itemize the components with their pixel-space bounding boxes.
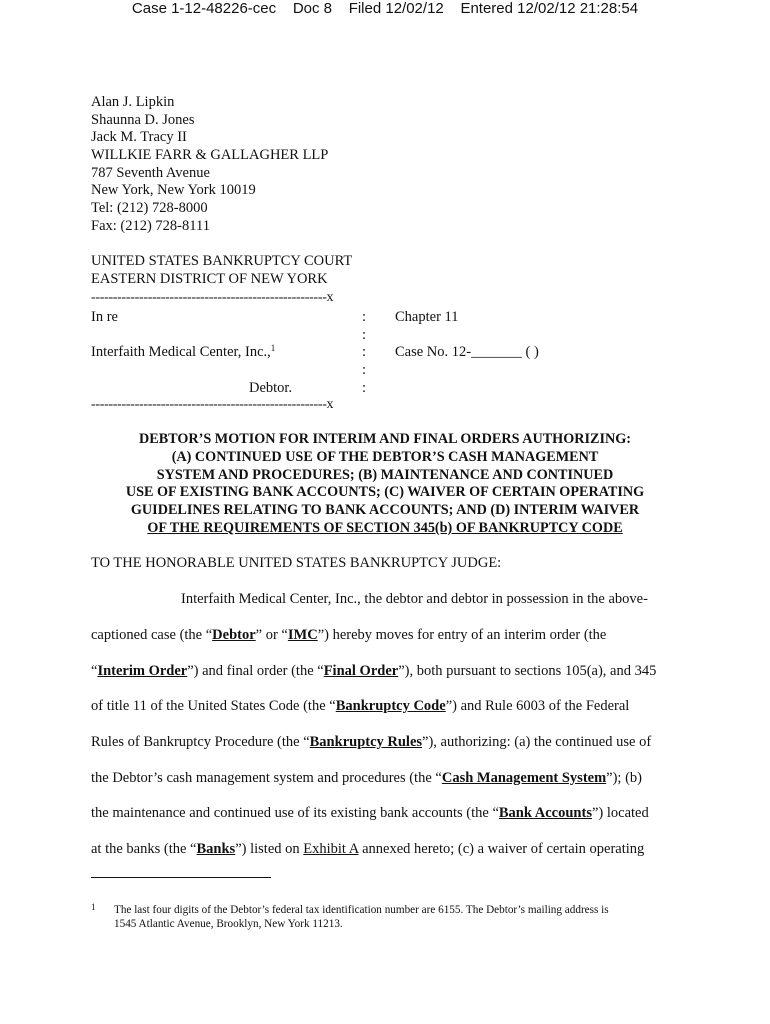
body-line [91, 627, 606, 644]
defined-term: Debtor [212, 627, 256, 643]
text: Rules of Bankruptcy Procedure (the “ [91, 734, 310, 750]
firm-name: WILLKIE FARR & GALLAGHER LLP [91, 147, 329, 164]
defined-term: Final Order [323, 663, 399, 679]
debtor-name-text: Interfaith Medical Center, Inc., [91, 344, 271, 360]
body-line [91, 734, 651, 751]
case-number-field: Case No. 12-_______ ( ) [395, 344, 539, 360]
salutation: TO THE HONORABLE UNITED STATES BANKRUPTCY JUDGE: [91, 555, 502, 571]
title-line: OF THE REQUIREMENTS OF SECTION 345(b) OF BANKRUPTCY CODE [147, 519, 623, 536]
body-line [91, 663, 656, 680]
text: ” or “ [255, 627, 288, 643]
counsel-name: Jack M. Tracy II [91, 129, 187, 146]
caption-colon: : [362, 362, 367, 378]
title-line: GUIDELINES RELATING TO BANK ACCOUNTS; AND (D) INTERIM WAIVER [130, 502, 640, 519]
text: ”) listed on [235, 841, 304, 857]
defined-term: IMC [287, 627, 318, 643]
text: annexed hereto; (c) a waiver of certain operating [358, 841, 645, 857]
motion-title [60, 431, 710, 538]
caption-colon: : [362, 344, 367, 360]
caption-colon: : [362, 380, 367, 396]
caption-colon: : [362, 309, 367, 325]
caption-colon: : [362, 327, 367, 343]
title-line: DEBTOR’S MOTION FOR INTERIM AND FINAL ORDERS AUTHORIZING: [138, 431, 632, 447]
text: the maintenance and continued use of its existing bank accounts (the “ [91, 805, 499, 821]
debtor-label: Debtor. [249, 380, 293, 396]
filed-date: Filed 12/02/12 [348, 0, 444, 17]
title-line: SYSTEM AND PROCEDURES; (B) MAINTENANCE AND CONTINUED [156, 466, 614, 483]
footnote-divider [91, 877, 271, 878]
text: captioned case (the “ [91, 627, 213, 643]
fax: Fax: (212) 728-8111 [91, 217, 210, 234]
filing-stamp [0, 0, 770, 18]
caption-rule-top: ------------------------------------------------------x [91, 290, 334, 305]
counsel-name: Shaunna D. Jones [91, 111, 195, 128]
title-line: USE OF EXISTING BANK ACCOUNTS; (C) WAIVER OF CERTAIN OPERATING [125, 484, 645, 501]
caption-rule-bottom: ------------------------------------------------------x [91, 397, 334, 412]
counsel-name: Alan J. Lipkin [91, 94, 175, 110]
debtor-name [91, 344, 275, 362]
text: ”) and Rule 6003 of the Federal [445, 698, 630, 714]
chapter-label: Chapter 11 [395, 309, 459, 325]
defined-term: Bankruptcy Code [335, 698, 446, 714]
body-line [91, 770, 642, 787]
in-re-label: In re [91, 309, 118, 325]
footnote-mark: 1 [91, 902, 96, 912]
doc-number: Doc 8 [292, 0, 333, 17]
defined-term: Bank Accounts [498, 805, 592, 821]
text: at the banks (the “ [91, 841, 197, 857]
text: the Debtor’s cash management system and procedures (the “ [91, 770, 442, 786]
exhibit-reference: Exhibit A [303, 841, 359, 857]
footnote-line: The last four digits of the Debtor’s federal tax identification number are 6155. The Debtor’s mailing address is [114, 904, 609, 916]
text: ”), both pursuant to sections 105(a), and 345 [398, 663, 657, 679]
title-line: (A) CONTINUED USE OF THE DEBTOR’S CASH MANAGEMENT [171, 448, 599, 465]
defined-term: Interim Order [97, 663, 188, 679]
defined-term: Banks [196, 841, 236, 857]
text: of title 11 of the United States Code (the “ [91, 698, 336, 714]
defined-term: Bankruptcy Rules [309, 734, 423, 750]
text: ”) located [591, 805, 649, 821]
defined-term: Cash Management System [441, 770, 607, 786]
case-number: Case 1-12-48226-cec [131, 0, 277, 17]
entered-date: Entered 12/02/12 21:28:54 [460, 0, 639, 17]
telephone: Tel: (212) 728-8000 [91, 200, 208, 217]
footnote-text [114, 903, 609, 931]
address-line: New York, New York 10019 [91, 182, 256, 199]
text: “ [91, 663, 98, 679]
text: ”) hereby moves for entry of an interim order (the [317, 627, 607, 643]
body-line [91, 841, 644, 858]
text: ”) and final order (the “ [187, 663, 324, 679]
text: ”), authorizing: (a) the continued use of [422, 734, 652, 750]
body-line [91, 805, 649, 822]
court-name: UNITED STATES BANKRUPTCY COURT [91, 253, 353, 269]
court-district: EASTERN DISTRICT OF NEW YORK [91, 271, 328, 287]
counsel-block [91, 94, 328, 236]
address-line: 787 Seventh Avenue [91, 164, 210, 181]
text: ”); (b) [606, 770, 642, 786]
body-line: Interfaith Medical Center, Inc., the debtor and debtor in possession in the above- [181, 591, 648, 607]
court-heading [91, 253, 352, 289]
footnote-line: 1545 Atlantic Avenue, Brooklyn, New York 11213. [114, 918, 343, 930]
body-line [91, 698, 629, 715]
footnote-ref: 1 [270, 343, 276, 353]
